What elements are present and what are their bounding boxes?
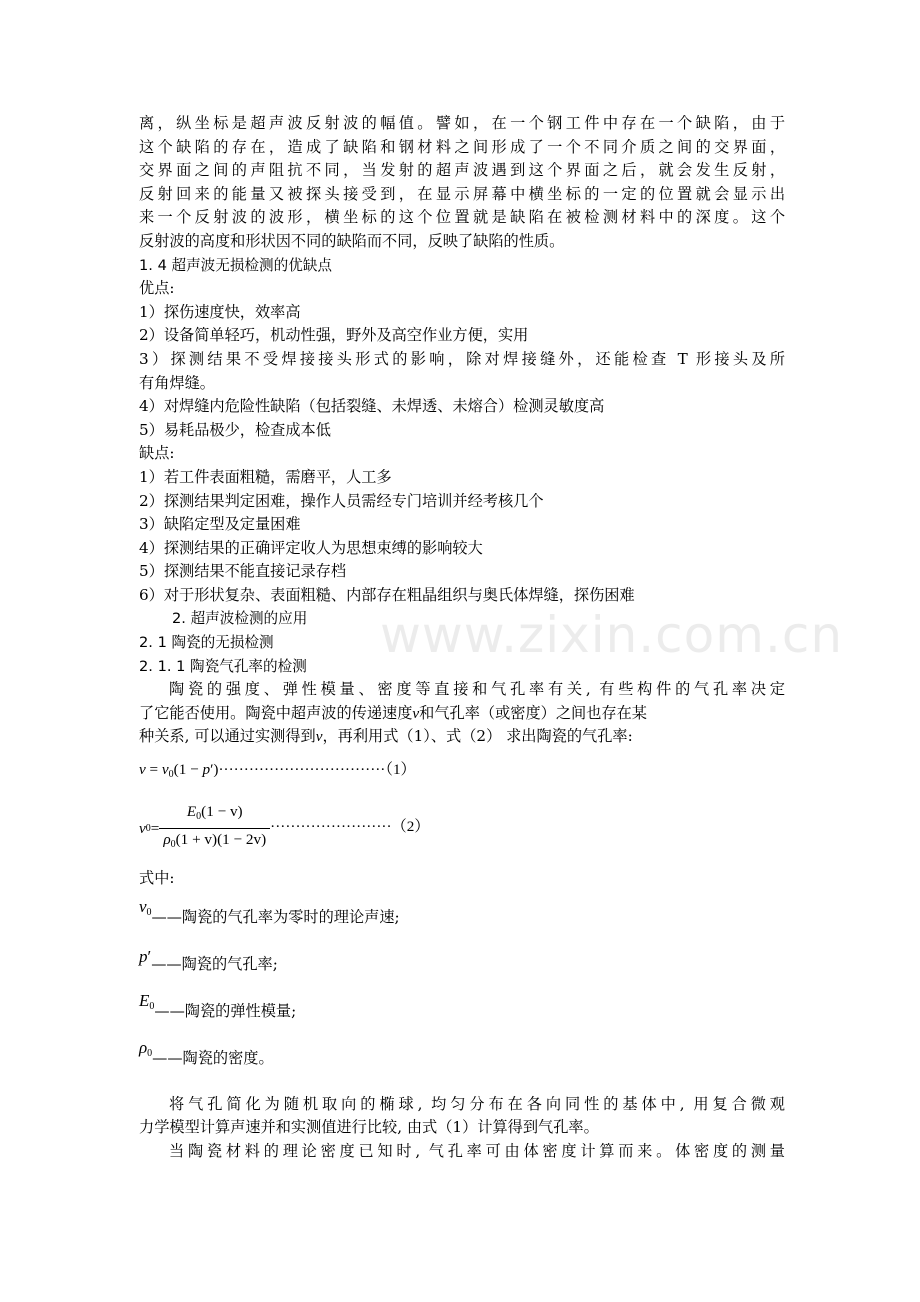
formula-2: v 0 = $\frac{E_0(1 - v)}{\rho_0(1 + v)(1 - 2v)}$ ························ （2） bbox=[139, 799, 785, 859]
watermark: www.zixin.com.cn bbox=[380, 606, 844, 664]
leader-dots: ································· bbox=[218, 761, 386, 779]
list-item: 2）设备简单轻巧，机动性强，野外及高空作业方便，实用 bbox=[139, 326, 529, 345]
list-item: 2）探测结果判定困难，操作人员需经专门培训并经考核几个 bbox=[139, 491, 544, 510]
math-symbol: p′ bbox=[139, 947, 152, 967]
text-segment: 了它能否使用。陶瓷中超声波的传递速度 bbox=[139, 703, 413, 722]
porosity-paragraph bbox=[139, 678, 785, 749]
text-segment: 和气孔率（或密度）之间也存在某 bbox=[419, 703, 647, 722]
cons-list bbox=[139, 466, 785, 608]
section-heading: 2. 超声波检测的应用 bbox=[172, 610, 308, 628]
math-symbol: $E_0$ bbox=[139, 991, 155, 1013]
where-label: 式中: bbox=[139, 869, 175, 888]
math-symbol: $v_0$ bbox=[139, 897, 152, 919]
denominator: $\rho_0(1 + v)(1 - 2v)$ bbox=[163, 830, 267, 850]
subsection-heading: 2. 1 陶瓷的无损检测 bbox=[139, 634, 274, 652]
text-line: 当陶瓷材料的理论密度已知时, 气孔率可由体密度计算而来。体密度的测量 bbox=[169, 1141, 785, 1160]
pros-list bbox=[139, 301, 785, 443]
definition-item: $E_0$ ——陶瓷的弹性模量; bbox=[139, 991, 297, 1021]
list-item: 6）对于形状复杂、表面粗糙、内部存在粗晶组织与奥氏体焊缝，探伤困难 bbox=[139, 585, 635, 604]
list-item: 4）对焊缝内危险性缺陷（包括裂缝、未焊透、未熔合）检测灵敏度高 bbox=[139, 397, 605, 416]
density-paragraph bbox=[139, 1140, 785, 1164]
math-symbol: $\rho_0$ bbox=[139, 1038, 153, 1060]
text-line: 来一个反射波的波形，横坐标的这个位置就是缺陷在被检测材料中的深度。这个 bbox=[139, 208, 785, 227]
list-item: 有角焊缝。 bbox=[139, 373, 215, 392]
math-variable: v bbox=[315, 728, 323, 746]
list-item: 3）探测结果不受焊接接头形式的影响，除对焊接缝外，还能检查 T 形接头及所 bbox=[139, 349, 785, 368]
math-variable: v bbox=[412, 704, 420, 722]
text-segment: ，再利用式（1）、式（2） 求出陶瓷的气孔率: bbox=[322, 727, 633, 746]
text-line: 反射回来的能量又被探头接受到，在显示屏幕中横坐标的一定的位置就会显示出 bbox=[139, 184, 785, 203]
text-line: 这个缺陷的存在，造成了缺陷和钢材料之间形成了一个不同介质之间的交界面， bbox=[139, 137, 785, 156]
list-item: 5）探测结果不能直接记录存档 bbox=[139, 562, 347, 581]
list-item: 1）若工件表面粗糙，需磨平，人工多 bbox=[139, 467, 392, 486]
leader-dots: ························ bbox=[270, 818, 392, 836]
subsubsection-heading: 2. 1. 1 陶瓷气孔率的检测 bbox=[139, 657, 307, 675]
list-item: 4）探测结果的正确评定收人为思想束缚的影响较大 bbox=[139, 538, 483, 557]
text-line: 反射波的高度和形状因不同的缺陷而不同，反映了缺陷的性质。 bbox=[139, 231, 565, 250]
text-line: 力学模型计算声速并和实测值进行比较, 由式（1）计算得到气孔率。 bbox=[139, 1118, 599, 1137]
text-line: 交界面之间的声阻抗不同，当发射的超声波遇到这个界面之后，就会发生反射， bbox=[139, 161, 785, 180]
list-item: 5）易耗品极少，检查成本低 bbox=[139, 420, 331, 439]
pros-label: 优点: bbox=[139, 279, 175, 298]
formula-1: $v = v_0(1 - p')\cdot\cdot\cdot\cdot\cdot\cdot\cdot\cdot\cdot\cdot\cdot\cdot\cdot\cdot\cdot\cdot\cdot\cdot\cdot\cdot\cdot\cdot\cdot\cdot\cdot\cdot\cdot\cdot\cdot\cdot\cdot\cdot\cdot(1)$ bbox=[139, 761, 416, 781]
text-line: 陶瓷的强度、弹性模量、密度等直接和气孔率有关, 有些构件的气孔率决定 bbox=[169, 680, 785, 699]
text-line bbox=[139, 725, 785, 749]
list-item: 3）缺陷定型及定量困难 bbox=[139, 515, 301, 534]
text-line bbox=[139, 702, 785, 726]
cons-label: 缺点: bbox=[139, 444, 175, 463]
definition-item: $v_0$ ——陶瓷的气孔率为零时的理论声速; bbox=[139, 897, 400, 927]
equation-number: （1） bbox=[385, 761, 416, 779]
definition-item: $\rho_0$ ——陶瓷的密度。 bbox=[139, 1038, 274, 1068]
numerator: $E_0(1 - v)$ bbox=[159, 801, 270, 829]
intro-paragraph bbox=[139, 112, 785, 254]
definition-item: p′ ——陶瓷的气孔率; bbox=[139, 947, 278, 974]
fraction bbox=[159, 801, 270, 856]
text-line: 将气孔简化为随机取向的椭球, 均匀分布在各向同性的基体中, 用复合微观 bbox=[169, 1094, 785, 1113]
list-item: 1）探伤速度快，效率高 bbox=[139, 302, 301, 321]
text-line: 离，纵坐标是超声波反射波的幅值。譬如，在一个钢工件中存在一个缺陷，由于 bbox=[139, 114, 785, 132]
section-heading: 1. 4 超声波无损检测的优缺点 bbox=[139, 256, 333, 274]
document-page bbox=[139, 112, 785, 1163]
ellipsoid-paragraph bbox=[139, 1093, 785, 1140]
equation-number: （2） bbox=[391, 818, 430, 836]
text-segment: 种关系, 可以通过实测得到 bbox=[139, 727, 316, 746]
definitions-list bbox=[139, 895, 785, 1083]
